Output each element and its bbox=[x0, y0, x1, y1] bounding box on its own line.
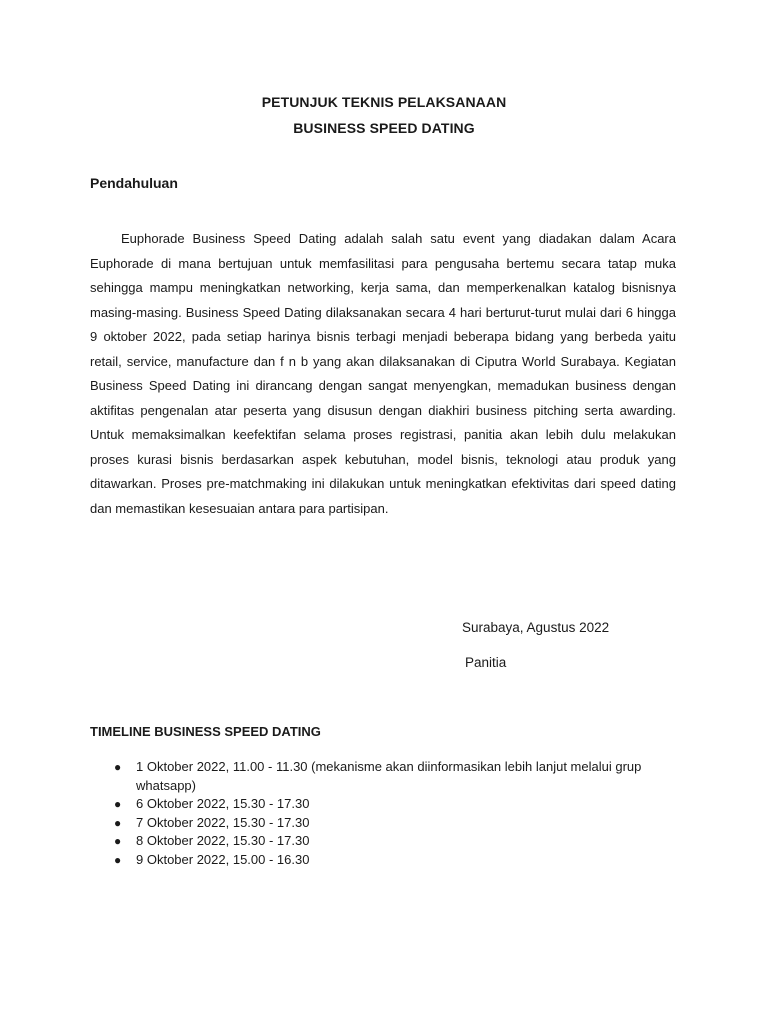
timeline-item bbox=[90, 758, 690, 795]
bullet-icon: ● bbox=[114, 815, 122, 830]
bullet-icon: ● bbox=[114, 834, 122, 848]
timeline-item bbox=[90, 832, 690, 851]
signature-place-date: Surabaya, Agustus 2022 bbox=[462, 620, 610, 635]
timeline-item-text: 8 Oktober 2022, 15.30 - 17.30 bbox=[136, 833, 310, 848]
timeline-list bbox=[90, 758, 690, 869]
document-title-line-1: PETUNJUK TEKNIS PELAKSANAAN bbox=[261, 94, 507, 110]
signature-role: Panitia bbox=[465, 655, 507, 670]
timeline-heading: TIMELINE BUSINESS SPEED DATING bbox=[90, 724, 321, 739]
timeline-item-text: 7 Oktober 2022, 15.30 - 17.30 bbox=[136, 814, 310, 830]
timeline-item-text: 6 Oktober 2022, 15.30 - 17.30 bbox=[136, 796, 310, 811]
intro-heading: Pendahuluan bbox=[90, 175, 178, 191]
timeline-item-text: 9 Oktober 2022, 15.00 - 16.30 bbox=[136, 851, 310, 867]
timeline-item bbox=[90, 814, 690, 833]
bullet-icon: ● bbox=[114, 852, 122, 867]
bullet-icon: ● bbox=[114, 760, 122, 774]
bullet-icon: ● bbox=[114, 797, 122, 811]
timeline-item bbox=[90, 851, 690, 870]
intro-paragraph: Euphorade Business Speed Dating adalah salah satu event yang diadakan dalam Acara Euphorade di mana bertujuan untuk memfasilitasi para pengusaha bertemu secara tatap muka sehingga mampu meningkatkan networking, kerja sama, dan memperkenalkan katalog bisnisnya masing-masing. Business Speed Dating dilaksanakan secara 4 hari berturut-turut mulai dari 6 hingga 9 oktober 2022, pada setiap harinya bisnis terbagi menjadi beberapa bidang yang berbeda yaitu retail, service, manufacture dan f n b yang akan dilaksanakan di Ciputra World Surabaya. Kegiatan Business Speed Dating ini dirancang dengan sangat menyengkan, memadukan business dengan aktifitas pengenalan atar peserta yang disusun dengan diakhiri business pitching serta awarding. Untuk memaksimalkan keefektifan selama proses registrasi, panitia akan lebih dulu melakukan proses kurasi bisnis berdasarkan aspek kebutuhan, model bisnis, teknologi atau produk yang ditawarkan. Proses pre-matchmaking ini dilakukan untuk meningkatkan efektivitas dari speed dating dan memastikan kesesuaian antara para partisipan. bbox=[90, 231, 676, 516]
document-title-line-2: BUSINESS SPEED DATING bbox=[293, 120, 475, 136]
timeline-item bbox=[90, 795, 690, 814]
timeline-item-text: 1 Oktober 2022, 11.00 - 11.30 (mekanisme akan diinformasikan lebih lanjut melalui grup whatsapp) bbox=[136, 759, 642, 793]
